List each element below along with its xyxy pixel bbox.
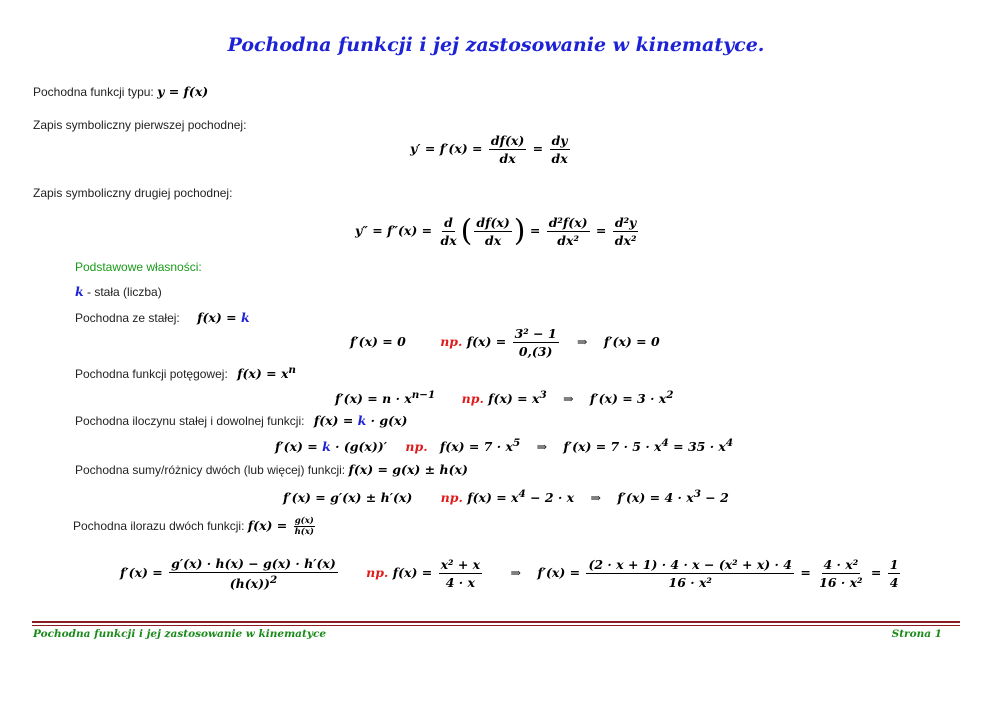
sum-rule-line — [75, 462, 468, 477]
constant-rule-label: Pochodna ze stałej: — [75, 311, 180, 325]
sum-rule-function: f(x) = g(x) ± h(x) — [348, 462, 468, 477]
properties-heading: Podstawowe własności: — [75, 260, 202, 274]
first-derivative-label: Zapis symboliczny pierwszej pochodnej: — [33, 118, 247, 132]
sum-rule-label: Pochodna sumy/różnicy dwóch (lub więcej) funkcji: — [75, 463, 346, 477]
quotient-example: f(x) = $\frac{\text{x² + x}}{4 \cdot x}$ — [392, 557, 481, 591]
first-derivative-formula: y′ = f′(x) = $\frac{df(x)}{dx}$ = $\frac{dy}{dx}$ — [410, 133, 568, 166]
k-symbol: k — [75, 284, 84, 299]
fraction-dfx-dx: $\frac{df(x)}{dx}$ — [490, 133, 525, 166]
sum-example: $f(x) = x^4 - 2 \cdot x$ — [467, 488, 575, 506]
power-rule-function: $f(x) = x^n$ — [237, 364, 296, 382]
constant-example-np: np. — [440, 334, 463, 349]
power-rule-line — [75, 364, 296, 381]
power-rule-formula: $f'(x) = n \cdot x^{n-1}$ np. $f(x) = x^3$ ⇒ $f'(x) = 3 \cdot x^2$ — [335, 389, 674, 407]
quotient-rule-function: f(x) = $\frac{g(x)}{h(x)}$ — [247, 516, 314, 537]
quotient-rule-label: Pochodna ilorazu dwóch funkcji: — [73, 519, 245, 533]
footer-rule-thin — [32, 625, 960, 626]
function-type-line — [33, 84, 208, 99]
footer-page-number: Strona 1 — [891, 628, 942, 640]
constant-example: f(x) = $\frac{\text{3² − 1}}{0,(3)}$ — [466, 326, 557, 359]
second-derivative-formula: y″ = f″(x) = $\frac{d}{dx}$ ( $\frac{df(x)}{dx}$ ) = $\frac{\text{d²f(x)}}{\text{dx²}}$ = $\frac{\text{d²y}}{\text{dx²}}$ — [355, 213, 637, 249]
quotient-rule-line — [73, 516, 317, 537]
footer-title: Pochodna funkcji i jej zastosowanie w kinematyce — [33, 628, 327, 640]
product-rule-function: f(x) = k · g(x) — [313, 413, 408, 428]
second-derivative-label: Zapis symboliczny drugiej pochodnej: — [33, 186, 233, 200]
k-description: - stała (liczba) — [87, 285, 162, 299]
function-type-label: Pochodna funkcji typu: — [33, 85, 154, 99]
page-title: Pochodna funkcji i jej zastosowanie w kinematyce. — [227, 34, 765, 56]
product-rule-label: Pochodna iloczynu stałej i dowolnej funkcji: — [75, 414, 305, 428]
power-example: $f(x) = x^3$ — [488, 389, 547, 407]
fraction-dy-dx: $\frac{dy}{dx}$ — [551, 133, 568, 166]
quotient-rule-formula: f′(x) = $\frac{g'(x) \cdot h(x) - g(x) \cdot h'(x)}{(h(x))^2}$ np. f(x) = $\frac{\text{x² + x}}{4 \cdot x}$ ⇒ f′(x) = $\frac{\text{(2 · x + 1) · 4 · x − (x² + x) · 4}}{\text{16 · x²}}$ = $\frac{\text{4 · x²}}{\text{16 · x²}}$ = $\frac{1}{4}$ — [120, 556, 899, 592]
sum-rule-formula: f′(x) = g′(x) ± h′(x) np. $f(x) = x^4 - 2 \cdot x$ ⇒ $f'(x) = 4 \cdot x^3 - 2$ — [283, 488, 729, 506]
constant-rule-formula: f′(x) = 0 np. f(x) = $\frac{\text{3² − 1}}{0,(3)}$ ⇒ f′(x) = 0 — [350, 326, 660, 359]
footer-rule — [32, 621, 960, 623]
k-definition — [75, 284, 162, 299]
product-rule-line — [75, 413, 407, 428]
constant-rule-function: f(x) = k — [197, 310, 250, 325]
power-rule-label: Pochodna funkcji potęgowej: — [75, 367, 228, 382]
constant-rule-line — [75, 310, 250, 325]
product-example: $f(x) = 7 \cdot x^5$ — [439, 437, 521, 455]
function-type-formula: y = f(x) — [157, 84, 209, 99]
product-rule-formula: f′(x) = k · (g(x))′ np. $f(x) = 7 \cdot x^5$ ⇒ $f'(x) = 7 \cdot 5 \cdot x^4 = 35 \cdot x^4$ — [275, 437, 734, 455]
